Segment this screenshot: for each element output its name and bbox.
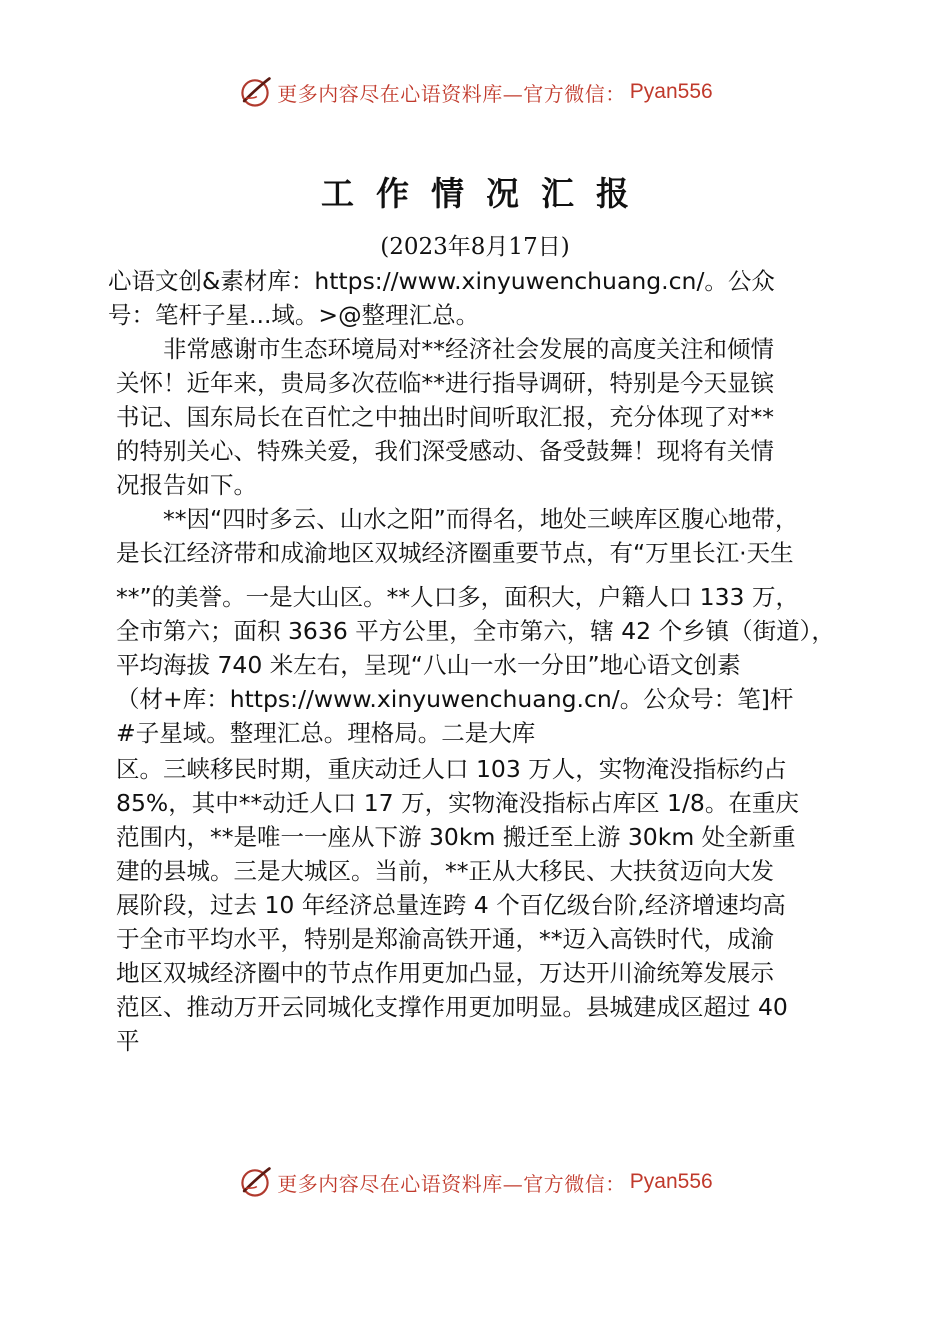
body-line: 范区、推动万开云同城化支撑作用更加明显。县城建成区超过 40 (116, 993, 788, 1021)
body-line: 85%，其中**动迁人口 17 万，实物淹没指标占库区 1/8。在重庆 (116, 789, 799, 817)
body-line: 是长江经济带和成渝地区双城经济圈重要节点，有“万里长江·天生 (116, 539, 794, 567)
body-line: 范围内，**是唯一一座从下游 30km 搬迁至上游 30km 处全新重 (116, 823, 796, 851)
document-date: (2023年8月17日) (380, 234, 570, 260)
body-line: **因“四时多云、山水之阳”而得名，地处三峡库区腹心地带， (116, 505, 799, 533)
body-line: 书记、国东局长在百忙之中抽出时间听取汇报，充分体现了对** (116, 403, 774, 431)
body-line: 地区双城经济圈中的节点作用更加凸显，万达开川渝统筹发展示 (116, 959, 774, 987)
brush-logo-icon (237, 74, 273, 110)
body-line: 于全市平均水平，特别是郑渝高铁开通，**迈入高铁时代，成渝 (116, 925, 774, 953)
watermark-text: 更多内容尽在心语资料库—官方微信： (277, 81, 626, 106)
body-line: （材+库：https://www.xinyuwenchuang.cn/。公众号：笔]杆 (116, 685, 794, 713)
body-line: 展阶段，过去 10 年经济总量连跨 4 个百亿级台阶,经济增速均高 (116, 891, 786, 919)
source-note-line-1: 心语文创&素材库：https://www.xinyuwenchuang.cn/。公众 (108, 267, 775, 295)
body-line: 建的县城。三是大城区。当前，**正从大移民、大扶贫迈向大发 (116, 857, 774, 885)
body-line: 区。三峡移民时期，重庆动迁人口 103 万人，实物淹没指标约占 (116, 755, 787, 783)
body-line: 非常感谢市生态环境局对**经济社会发展的高度关注和倾情 (116, 335, 774, 363)
body-line: #子星域。整理汇总。理格局。二是大库 (116, 719, 536, 747)
source-note-line-2: 号：笔杆子星...域。>@整理汇总。 (108, 301, 480, 329)
watermark-wechat-id: Pyan556 (629, 1170, 713, 1193)
watermark-text: 更多内容尽在心语资料库—官方微信： (277, 1171, 626, 1196)
body-line: 平 (116, 1027, 140, 1055)
document-title: 工作情况汇报 (321, 174, 651, 213)
body-line: 关怀！近年来，贵局多次莅临**进行指导调研，特别是今天显镔 (116, 369, 774, 397)
watermark-wechat-id: Pyan556 (629, 80, 713, 103)
body-line: 平均海拔 740 米左右，呈现“八山一水一分田”地心语文创素 (116, 651, 741, 679)
header-watermark-banner (0, 72, 950, 112)
footer-watermark-banner (0, 1162, 950, 1202)
body-line: **”的美誉。一是大山区。**人口多，面积大，户籍人口 133 万， (116, 583, 799, 611)
brush-logo-icon (237, 1164, 273, 1200)
body-line: 的特别关心、特殊关爱，我们深受感动、备受鼓舞！现将有关情 (116, 437, 774, 465)
body-line: 况报告如下。 (116, 471, 257, 499)
body-line: 全市第六；面积 3636 平方公里，全市第六，辖 42 个乡镇（街道）， (116, 617, 835, 645)
